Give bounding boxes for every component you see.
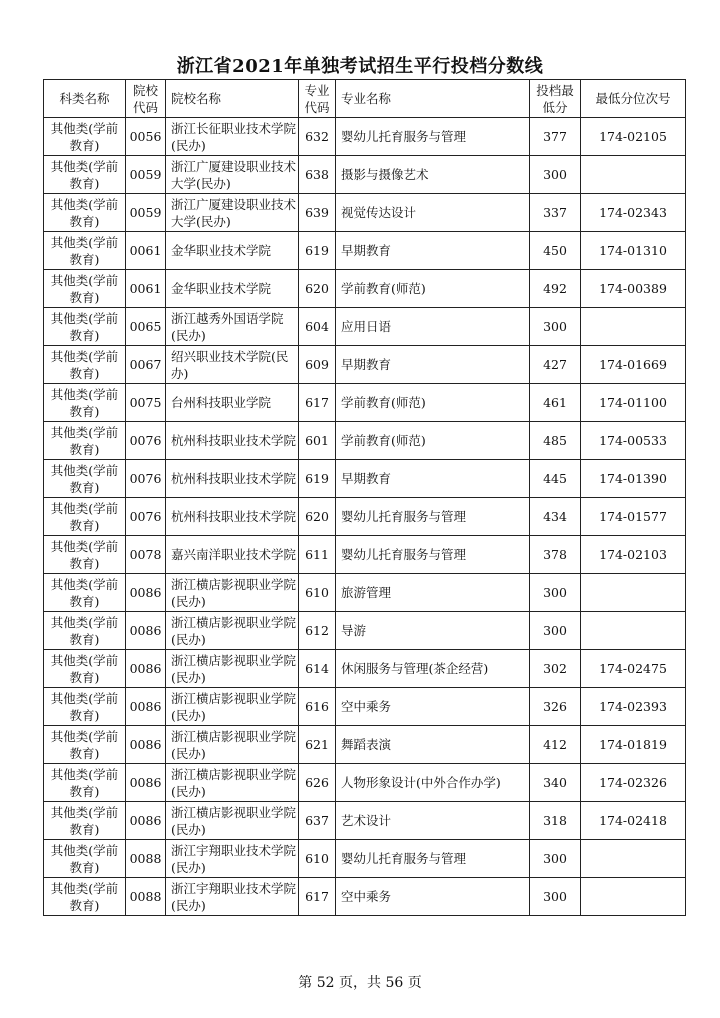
table-row xyxy=(44,156,686,194)
cell-min-rank: 174-01100 xyxy=(581,384,686,422)
cell-min-score: 318 xyxy=(530,802,581,840)
cell-major-name: 旅游管理 xyxy=(336,574,530,612)
cell-min-rank xyxy=(581,878,686,916)
cell-school-name: 浙江横店影视职业学院(民办) xyxy=(166,650,299,688)
cell-major-name: 婴幼儿托育服务与管理 xyxy=(336,498,530,536)
cell-major-name: 人物形象设计(中外合作办学) xyxy=(336,764,530,802)
cell-major-code: 611 xyxy=(299,536,336,574)
cell-min-rank xyxy=(581,840,686,878)
cell-school-code: 0059 xyxy=(126,194,166,232)
cell-school-name: 浙江广厦建设职业技术大学(民办) xyxy=(166,194,299,232)
cell-category: 其他类(学前教育) xyxy=(44,156,126,194)
table-row xyxy=(44,650,686,688)
table-row xyxy=(44,118,686,156)
cell-min-score: 461 xyxy=(530,384,581,422)
cell-min-rank: 174-02393 xyxy=(581,688,686,726)
cell-min-score: 302 xyxy=(530,650,581,688)
cell-category: 其他类(学前教育) xyxy=(44,308,126,346)
cell-school-code: 0076 xyxy=(126,422,166,460)
table-row xyxy=(44,194,686,232)
cell-school-code: 0078 xyxy=(126,536,166,574)
cell-category: 其他类(学前教育) xyxy=(44,764,126,802)
cell-school-code: 0075 xyxy=(126,384,166,422)
cell-category: 其他类(学前教育) xyxy=(44,346,126,384)
header-min-rank: 最低分位次号 xyxy=(581,80,686,118)
cell-category: 其他类(学前教育) xyxy=(44,460,126,498)
cell-school-name: 台州科技职业学院 xyxy=(166,384,299,422)
cell-school-code: 0065 xyxy=(126,308,166,346)
cell-min-score: 445 xyxy=(530,460,581,498)
cell-major-name: 早期教育 xyxy=(336,232,530,270)
cell-school-code: 0061 xyxy=(126,232,166,270)
cell-category: 其他类(学前教育) xyxy=(44,878,126,916)
cell-school-name: 浙江横店影视职业学院(民办) xyxy=(166,574,299,612)
cell-min-rank: 174-01310 xyxy=(581,232,686,270)
cell-min-score: 378 xyxy=(530,536,581,574)
cell-school-name: 浙江宇翔职业技术学院(民办) xyxy=(166,840,299,878)
header-category: 科类名称 xyxy=(44,80,126,118)
cell-category: 其他类(学前教育) xyxy=(44,574,126,612)
table-row xyxy=(44,802,686,840)
cell-min-rank: 174-01577 xyxy=(581,498,686,536)
cell-major-code: 617 xyxy=(299,384,336,422)
cell-major-code: 626 xyxy=(299,764,336,802)
cell-min-score: 300 xyxy=(530,308,581,346)
cell-min-rank: 174-02105 xyxy=(581,118,686,156)
cell-min-score: 485 xyxy=(530,422,581,460)
cell-school-code: 0061 xyxy=(126,270,166,308)
cell-category: 其他类(学前教育) xyxy=(44,802,126,840)
cell-category: 其他类(学前教育) xyxy=(44,650,126,688)
header-school-code: 院校代码 xyxy=(126,80,166,118)
cell-category: 其他类(学前教育) xyxy=(44,688,126,726)
table-row xyxy=(44,764,686,802)
cell-min-score: 326 xyxy=(530,688,581,726)
cell-major-name: 艺术设计 xyxy=(336,802,530,840)
cell-school-name: 浙江横店影视职业学院(民办) xyxy=(166,612,299,650)
cell-school-name: 浙江横店影视职业学院(民办) xyxy=(166,688,299,726)
cell-min-score: 427 xyxy=(530,346,581,384)
cell-min-rank: 174-02418 xyxy=(581,802,686,840)
cell-category: 其他类(学前教育) xyxy=(44,232,126,270)
cell-school-code: 0076 xyxy=(126,498,166,536)
cell-min-score: 377 xyxy=(530,118,581,156)
cell-min-rank: 174-01669 xyxy=(581,346,686,384)
cell-school-code: 0086 xyxy=(126,764,166,802)
cell-major-name: 摄影与摄像艺术 xyxy=(336,156,530,194)
cell-school-name: 浙江宇翔职业技术学院(民办) xyxy=(166,878,299,916)
cell-min-score: 492 xyxy=(530,270,581,308)
cell-school-name: 金华职业技术学院 xyxy=(166,270,299,308)
cell-major-name: 空中乘务 xyxy=(336,878,530,916)
cell-min-rank: 174-01819 xyxy=(581,726,686,764)
cell-major-name: 婴幼儿托育服务与管理 xyxy=(336,536,530,574)
cell-min-rank: 174-02343 xyxy=(581,194,686,232)
cell-school-name: 杭州科技职业技术学院 xyxy=(166,422,299,460)
cell-school-code: 0088 xyxy=(126,878,166,916)
header-min-score: 投档最低分 xyxy=(530,80,581,118)
table-row xyxy=(44,498,686,536)
cell-min-rank: 174-02475 xyxy=(581,650,686,688)
table-row xyxy=(44,536,686,574)
cell-school-code: 0059 xyxy=(126,156,166,194)
cell-category: 其他类(学前教育) xyxy=(44,840,126,878)
cell-major-name: 早期教育 xyxy=(336,346,530,384)
cell-major-name: 婴幼儿托育服务与管理 xyxy=(336,118,530,156)
cell-school-name: 浙江越秀外国语学院(民办) xyxy=(166,308,299,346)
cell-min-rank: 174-02326 xyxy=(581,764,686,802)
cell-school-code: 0086 xyxy=(126,650,166,688)
table-row xyxy=(44,384,686,422)
cell-major-code: 620 xyxy=(299,498,336,536)
table-row xyxy=(44,232,686,270)
cell-school-name: 嘉兴南洋职业技术学院 xyxy=(166,536,299,574)
cell-major-code: 620 xyxy=(299,270,336,308)
cell-school-name: 杭州科技职业技术学院 xyxy=(166,460,299,498)
cell-school-name: 浙江长征职业技术学院(民办) xyxy=(166,118,299,156)
cell-school-code: 0086 xyxy=(126,726,166,764)
cell-major-code: 617 xyxy=(299,878,336,916)
cell-category: 其他类(学前教育) xyxy=(44,726,126,764)
cell-min-rank: 174-02103 xyxy=(581,536,686,574)
cell-major-code: 638 xyxy=(299,156,336,194)
cell-min-score: 300 xyxy=(530,878,581,916)
cell-school-name: 金华职业技术学院 xyxy=(166,232,299,270)
cell-school-code: 0067 xyxy=(126,346,166,384)
table-row xyxy=(44,688,686,726)
cell-min-score: 300 xyxy=(530,156,581,194)
cell-major-code: 621 xyxy=(299,726,336,764)
cell-min-rank: 174-00389 xyxy=(581,270,686,308)
cell-major-name: 早期教育 xyxy=(336,460,530,498)
table-row xyxy=(44,308,686,346)
cell-school-code: 0086 xyxy=(126,688,166,726)
cell-school-name: 浙江广厦建设职业技术大学(民办) xyxy=(166,156,299,194)
cell-major-name: 休闲服务与管理(茶企经营) xyxy=(336,650,530,688)
cell-school-code: 0076 xyxy=(126,460,166,498)
cell-min-rank xyxy=(581,612,686,650)
cell-min-score: 434 xyxy=(530,498,581,536)
table-row xyxy=(44,346,686,384)
table-header-row xyxy=(44,80,686,118)
cell-major-name: 舞蹈表演 xyxy=(336,726,530,764)
cell-major-code: 632 xyxy=(299,118,336,156)
header-major-name: 专业名称 xyxy=(336,80,530,118)
page-footer: 第 52 页，共 56 页 xyxy=(298,975,422,991)
table-row xyxy=(44,840,686,878)
table-row xyxy=(44,460,686,498)
cell-major-code: 637 xyxy=(299,802,336,840)
cell-major-name: 应用日语 xyxy=(336,308,530,346)
cell-school-code: 0086 xyxy=(126,574,166,612)
table-row xyxy=(44,726,686,764)
cell-min-score: 340 xyxy=(530,764,581,802)
cell-min-score: 300 xyxy=(530,612,581,650)
cell-min-score: 300 xyxy=(530,574,581,612)
header-major-code: 专业代码 xyxy=(299,80,336,118)
cell-major-code: 610 xyxy=(299,574,336,612)
cell-school-code: 0086 xyxy=(126,802,166,840)
cell-school-name: 杭州科技职业技术学院 xyxy=(166,498,299,536)
cell-major-code: 601 xyxy=(299,422,336,460)
cell-major-name: 婴幼儿托育服务与管理 xyxy=(336,840,530,878)
cell-min-rank xyxy=(581,308,686,346)
cell-major-code: 616 xyxy=(299,688,336,726)
cell-school-code: 0086 xyxy=(126,612,166,650)
table-row xyxy=(44,574,686,612)
cell-min-rank xyxy=(581,574,686,612)
cell-min-score: 300 xyxy=(530,840,581,878)
cell-category: 其他类(学前教育) xyxy=(44,270,126,308)
cell-major-code: 610 xyxy=(299,840,336,878)
cell-major-code: 639 xyxy=(299,194,336,232)
cell-major-name: 学前教育(师范) xyxy=(336,270,530,308)
cell-category: 其他类(学前教育) xyxy=(44,194,126,232)
cell-category: 其他类(学前教育) xyxy=(44,536,126,574)
cell-major-code: 609 xyxy=(299,346,336,384)
table-row xyxy=(44,612,686,650)
cell-category: 其他类(学前教育) xyxy=(44,384,126,422)
cell-school-name: 绍兴职业技术学院(民办) xyxy=(166,346,299,384)
cell-major-code: 604 xyxy=(299,308,336,346)
cell-school-name: 浙江横店影视职业学院(民办) xyxy=(166,802,299,840)
cell-min-score: 412 xyxy=(530,726,581,764)
cell-min-score: 450 xyxy=(530,232,581,270)
table-row xyxy=(44,878,686,916)
cell-category: 其他类(学前教育) xyxy=(44,422,126,460)
cell-major-name: 视觉传达设计 xyxy=(336,194,530,232)
header-school-name: 院校名称 xyxy=(166,80,299,118)
page-title: 浙江省2021年单独考试招生平行投档分数线 xyxy=(176,56,544,77)
table-row xyxy=(44,270,686,308)
cell-school-code: 0056 xyxy=(126,118,166,156)
cell-category: 其他类(学前教育) xyxy=(44,498,126,536)
cell-major-code: 614 xyxy=(299,650,336,688)
cell-major-name: 空中乘务 xyxy=(336,688,530,726)
cell-school-name: 浙江横店影视职业学院(民办) xyxy=(166,726,299,764)
admission-score-table xyxy=(43,79,686,916)
cell-school-code: 0088 xyxy=(126,840,166,878)
cell-school-name: 浙江横店影视职业学院(民办) xyxy=(166,764,299,802)
cell-major-name: 学前教育(师范) xyxy=(336,384,530,422)
cell-min-rank: 174-00533 xyxy=(581,422,686,460)
cell-major-code: 612 xyxy=(299,612,336,650)
cell-category: 其他类(学前教育) xyxy=(44,118,126,156)
cell-min-rank: 174-01390 xyxy=(581,460,686,498)
cell-major-code: 619 xyxy=(299,232,336,270)
cell-major-code: 619 xyxy=(299,460,336,498)
cell-category: 其他类(学前教育) xyxy=(44,612,126,650)
cell-min-rank xyxy=(581,156,686,194)
table-row xyxy=(44,422,686,460)
cell-major-name: 学前教育(师范) xyxy=(336,422,530,460)
cell-min-score: 337 xyxy=(530,194,581,232)
cell-major-name: 导游 xyxy=(336,612,530,650)
